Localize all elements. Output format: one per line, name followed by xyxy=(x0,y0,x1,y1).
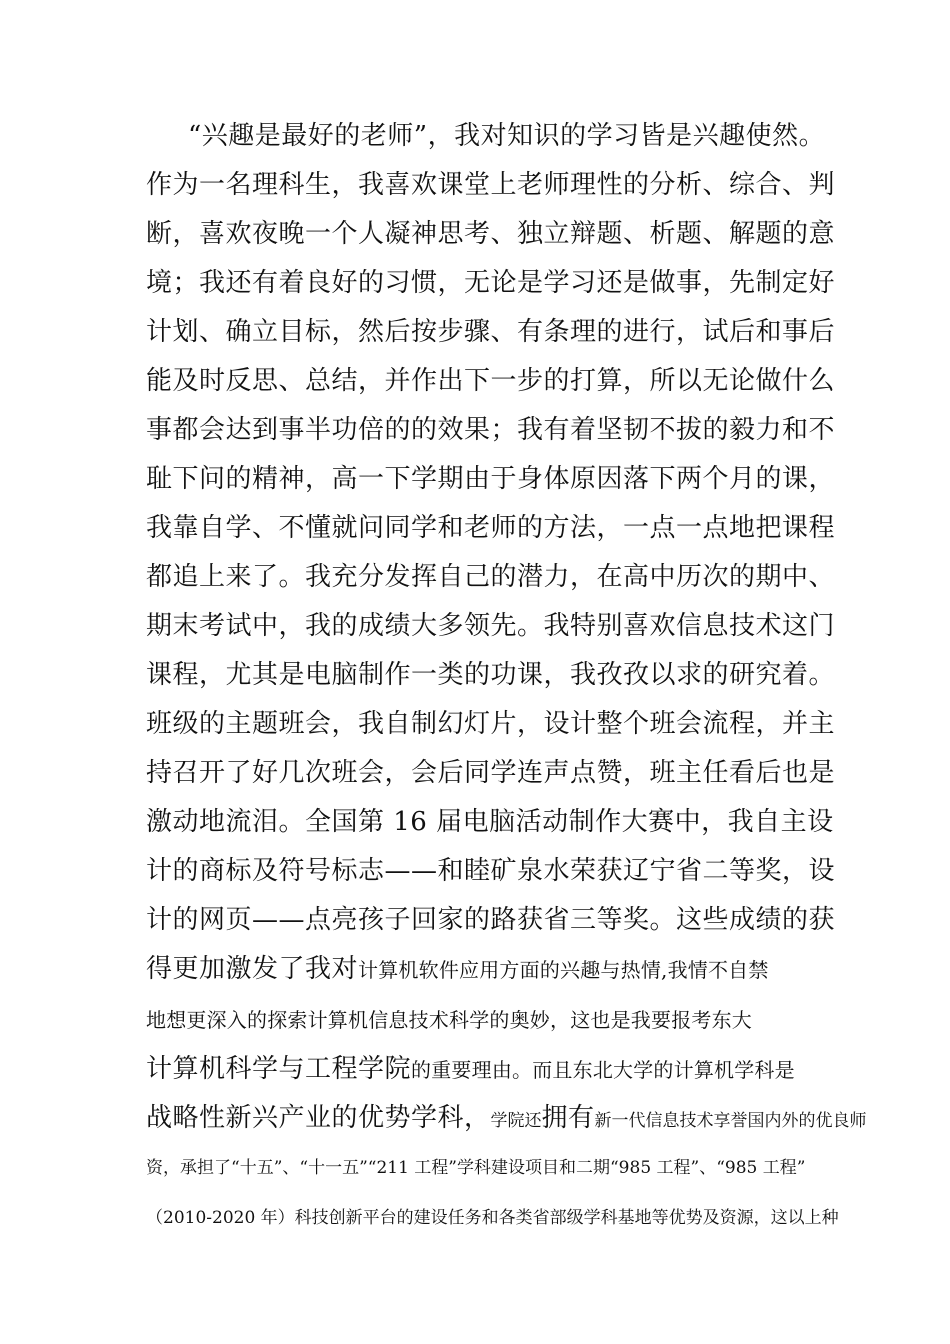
line-21-part-d: 新一代信息技术享誉国内外的优良师 xyxy=(594,1111,867,1131)
paragraph-line-11: 期末考试中，我的成绩大多领先。我特别喜欢信息技术这门 xyxy=(146,611,836,641)
paragraph-line-6: 能及时反思、总结，并作出下一步的打算，所以无论做什么 xyxy=(146,366,836,396)
line-18-part-a: 得更加激发了我对 xyxy=(146,954,359,984)
paragraph-line-8: 耻下问的精神，高一下学期由于身体原因落下两个月的课， xyxy=(146,464,836,494)
paragraph-line-16: 计的商标及符号标志——和睦矿泉水荣获辽宁省二等奖，设 xyxy=(146,856,836,886)
paragraph-line-19: 地想更深入的探索计算机信息技术科学的奥妙，这也是我要报考东大 xyxy=(146,1008,752,1032)
paragraph-line-7: 事都会达到事半功倍的的效果；我有着坚韧不拔的毅力和不 xyxy=(146,415,836,445)
paragraph-line-22: 资，承担了“十五”、“十一五”“211 工程”学科建设项目和二期“985 工程”、“985 工程” xyxy=(146,1158,806,1178)
paragraph-line-4: 境；我还有着良好的习惯，无论是学习还是做事，先制定好 xyxy=(146,268,836,298)
line-21-part-b: 学院还 xyxy=(490,1111,542,1131)
line-21-part-c: 拥有 xyxy=(541,1103,595,1133)
line-20-part-b: 的重要理由。而且东北大学的计算机学科是 xyxy=(411,1058,795,1082)
paragraph-line-12: 课程，尤其是电脑制作一类的功课，我孜孜以求的研究着。 xyxy=(146,660,836,690)
paragraph-line-13: 班级的主题班会，我自制幻灯片，设计整个班会流程，并主 xyxy=(146,709,836,739)
paragraph-line-10: 都追上来了。我充分发挥自己的潜力，在高中历次的期中、 xyxy=(146,562,836,592)
paragraph-line-17: 计的网页——点亮孩子回家的路获省三等奖。这些成绩的获 xyxy=(146,905,836,935)
paragraph-line-14: 持召开了好几次班会，会后同学连声点赞，班主任看后也是 xyxy=(146,758,836,788)
paragraph-line-3: 断，喜欢夜晚一个人凝神思考、独立辩题、析题、解题的意 xyxy=(146,219,836,249)
line-21-part-a: 战略性新兴产业的优势学科， xyxy=(146,1103,491,1133)
paragraph-line-15: 激动地流泪。全国第 16 届电脑活动制作大赛中，我自主设 xyxy=(146,807,834,837)
line-20-part-a: 计算机科学与工程学院 xyxy=(146,1054,412,1084)
paragraph-line-2: 作为一名理科生，我喜欢课堂上老师理性的分析、综合、判 xyxy=(146,170,836,200)
line-18-part-b: 计算机软件应用方面的兴趣与热情,我情不自禁 xyxy=(358,958,769,982)
paragraph-line-5: 计划、确立目标，然后按步骤、有条理的进行，试后和事后 xyxy=(146,317,836,347)
paragraph-line-18 xyxy=(146,953,769,986)
paragraph-line-21 xyxy=(146,1102,867,1137)
paragraph-line-1: “兴趣是最好的老师”，我对知识的学习皆是兴趣使然。 xyxy=(188,121,826,151)
paragraph-line-9: 我靠自学、不懂就问同学和老师的方法，一点一点地把课程 xyxy=(146,513,836,543)
paragraph-line-20 xyxy=(146,1053,795,1086)
paragraph-line-23: （2010-2020 年）科技创新平台的建设任务和各类省部级学科基地等优势及资源，这以上种 xyxy=(146,1208,839,1228)
